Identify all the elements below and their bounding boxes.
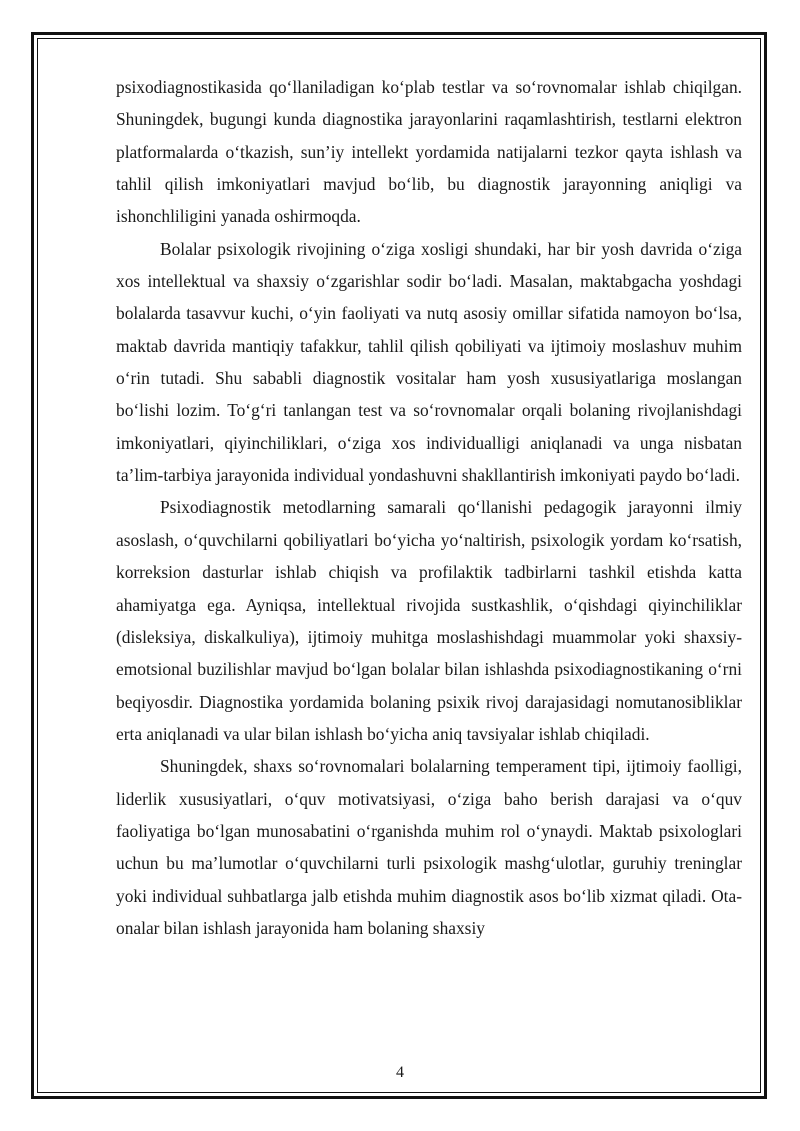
body-text — [116, 71, 742, 944]
page-number: 4 — [396, 1064, 404, 1081]
paragraph-3: Psixodiagnostik metodlarning samarali qo‘llanishi pedagogik jarayonni ilmiy asoslash, o‘quvchilarni qobiliyatlari bo‘yicha yo‘naltirish, psixologik yordam ko‘rsatish, korreksion dasturlar ishlab chiqish va profilaktik tadbirlarni tashkil etishda katta ahamiyatga ega. Ayniqsa, intellektual rivojida sustkashlik, o‘qishdagi qiyinchiliklar (disleksiya, diskalkuliya), ijtimoiy muhitga moslashishdagi muammolar yoki shaxsiy-emotsional buzilishlar mavjud bo‘lgan bolalar bilan ishlashda psixodiagnostikaning o‘rni beqiyosdir. Diagnostika yordamida bolaning psixik rivoj darajasidagi nomutanosibliklar erta aniqlanadi va ular bilan ishlash bo‘yicha aniq tavsiyalar ishlab chiqiladi. — [116, 497, 742, 744]
paragraph-4: Shuningdek, shaxs so‘rovnomalari bolalarning temperament tipi, ijtimoiy faolligi, liderlik xususiyatlari, o‘quv motivatsiyasi, o‘ziga baho berish darajasi va o‘quv faoliyatiga bo‘lgan munosabatini o‘rganishda muhim rol o‘ynaydi. Maktab psixologlari uchun bu ma’lumotlar o‘quvchilarni turli psixologik mashg‘ulotlar, guruhiy treninglar yoki individual suhbatlarga jalb etishda muhim diagnostik asos bo‘lib xizmat qiladi. Ota-onalar bilan ishlash jarayonida ham bolaning shaxsiy — [116, 756, 742, 938]
paragraph-1: psixodiagnostikasida qo‘llaniladigan ko‘plab testlar va so‘rovnomalar ishlab chiqilgan. Shuningdek, bugungi kunda diagnostika jarayonlarini raqamlashtirish, testlarni elektron platformalarda o‘tkazish, sun’iy intellekt yordamida natijalarni tezkor qayta ishlash va tahlil qilish imkoniyatlari mavjud bo‘lib, bu diagnostik jarayonning aniqligi va ishonchliligini yanada oshirmoqda. — [116, 77, 742, 227]
paragraph-2: Bolalar psixologik rivojining o‘ziga xosligi shundaki, har bir yosh davrida o‘ziga xos intellektual va shaxsiy o‘zgarishlar sodir bo‘ladi. Masalan, maktabgacha yoshdagi bolalarda tasavvur kuchi, o‘yin faoliyati va nutq asosiy omillar sifatida namoyon bo‘lsa, maktab davrida mantiqiy tafakkur, tahlil qilish qobiliyati va ijtimoiy moslashuv muhim o‘rin tutadi. Shu sababli diagnostik vositalar ham yosh xususiyatlariga moslangan bo‘lishi lozim. To‘g‘ri tanlangan test va so‘rovnomalar orqali bolaning rivojlanishdagi imkoniyatlari, qiyinchiliklari, o‘ziga xos individualligi aniqlanadi va unga nisbatan ta’lim-tarbiya jarayonida individual yondashuvni shakllantirish imkoniyati paydo bo‘ladi. — [116, 238, 742, 486]
